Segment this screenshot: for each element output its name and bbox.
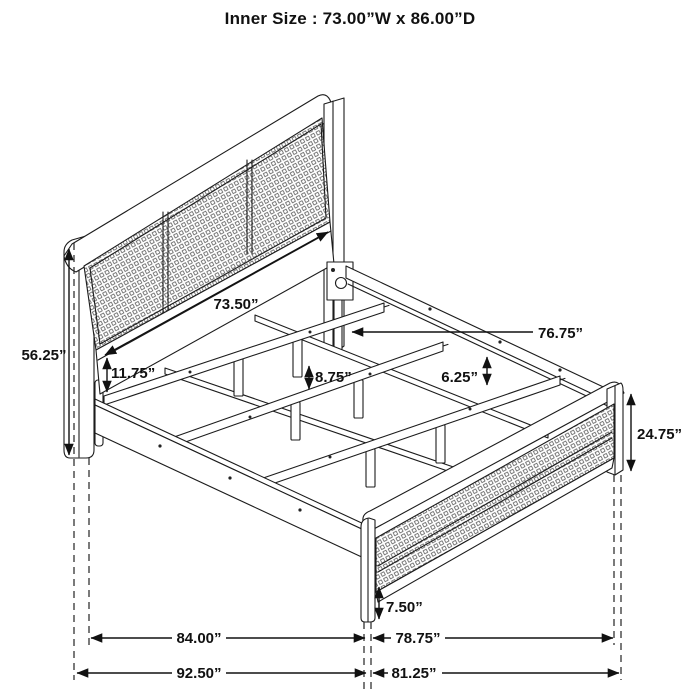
dim-footboard-leg-height-label: 7.50” — [386, 599, 423, 616]
dim-support-leg-height-label: 8.75” — [315, 369, 352, 386]
dim-siderail-span-label: 84.00” — [176, 630, 222, 647]
dim-overall-width-label: 81.25” — [391, 665, 437, 682]
diagram-title: Inner Size : 73.00”W x 86.00”D — [224, 9, 476, 28]
dim-support-leg-height — [309, 366, 352, 389]
dim-footboard-height-label: 24.75” — [637, 426, 683, 443]
dim-headboard-height-label: 56.25” — [21, 347, 67, 364]
dim-support-rail-length-label: 76.75” — [538, 325, 584, 342]
dim-footboard-span-label: 78.75” — [395, 630, 441, 647]
dim-rail-height-clearance-label: 6.25” — [441, 369, 478, 386]
dim-overall-depth-label: 92.50” — [176, 665, 222, 682]
dim-panel-to-rail-gap-label: 11.75” — [111, 365, 156, 382]
dim-headboard-width-label: 73.50” — [213, 296, 259, 313]
